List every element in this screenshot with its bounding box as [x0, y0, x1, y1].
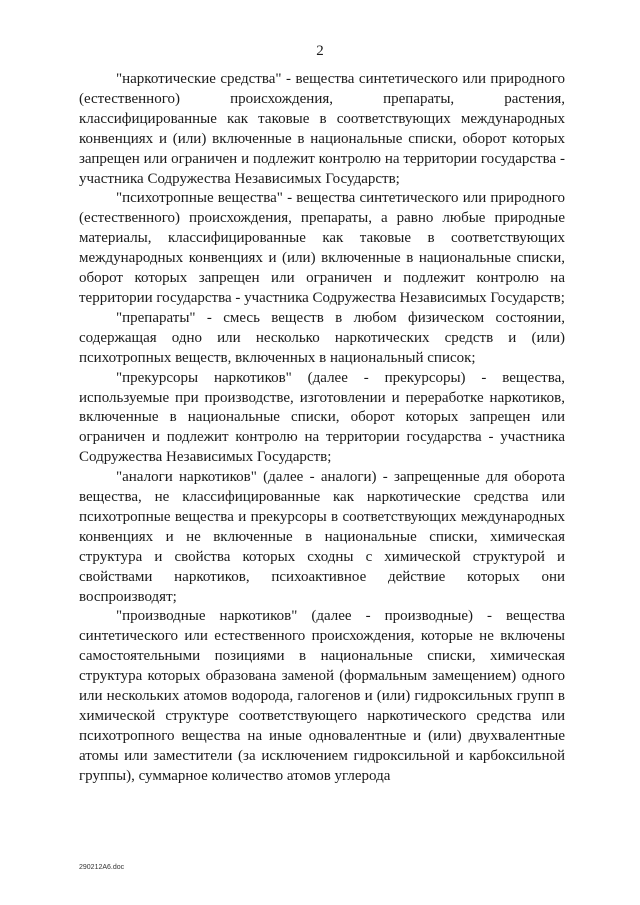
paragraph-derivatives: "производные наркотиков" (далее - производные) - вещества синтетического или естественного происхождения, которые не включены самостоятельными позициями в национальные списки, химическая структура которых образована заменой (формальным замещением) одного или нескольких атомов водорода, галогенов и (или) гидроксильных групп в химической структуре соответствующего наркотического средства или психотропного вещества на иные одновалентные и (или) двухвалентные атомы или заместители (за исключением гидроксильной и карбоксильной группы), суммарное количество атомов углерода — [79, 608, 565, 784]
paragraph-analogues: "аналоги наркотиков" (далее - аналоги) - запрещенные для оборота вещества, не классифицированные как наркотические средства или психотропные вещества и прекурсоры в соответствующих международных конвенциях и не включенные в национальные списки, химическая структура и свойства которых сходны с химической структурой и свойствами наркотиков, психоактивное действие которых они воспроизводят; — [79, 469, 565, 605]
page-number: 2 — [316, 43, 324, 59]
paragraph-precursors: "прекурсоры наркотиков" (далее - прекурсоры) - вещества, используемые при производстве, изготовлении и переработке наркотиков, включенные в национальные списки, оборот которых запрещен или ограничен и подлежит контролю на территории государства - участника Содружества Независимых Государств; — [79, 369, 565, 466]
paragraph-psychotropic-substances: "психотропные вещества" - вещества синтетического или природного (естественного) происхождения, препараты, а равно любые природные материалы, классифицированные как таковые в соответствующих международных конвенциях и (или) включенные в национальные списки, оборот которых запрещен или ограничен и подлежит контролю на территории государства - участника Содружества Независимых Государств; — [79, 190, 565, 306]
document-body — [79, 70, 565, 787]
paragraph-preparations: "препараты" - смесь веществ в любом физическом состоянии, содержащая одно или несколько наркотических средств и (или) психотропных веществ, включенных в национальный список; — [79, 309, 565, 366]
footer-filename: 290212A6.doc — [79, 864, 125, 871]
paragraph-narcotic-drugs: "наркотические средства" - вещества синтетического или природного (естественного) происхождения, препараты, растения, классифицированные как таковые в соответствующих международных конвенциях и (или) включенные в национальные списки, оборот которых запрещен или ограничен и подлежит контролю на территории государства - участника Содружества Независимых Государств; — [79, 71, 565, 187]
